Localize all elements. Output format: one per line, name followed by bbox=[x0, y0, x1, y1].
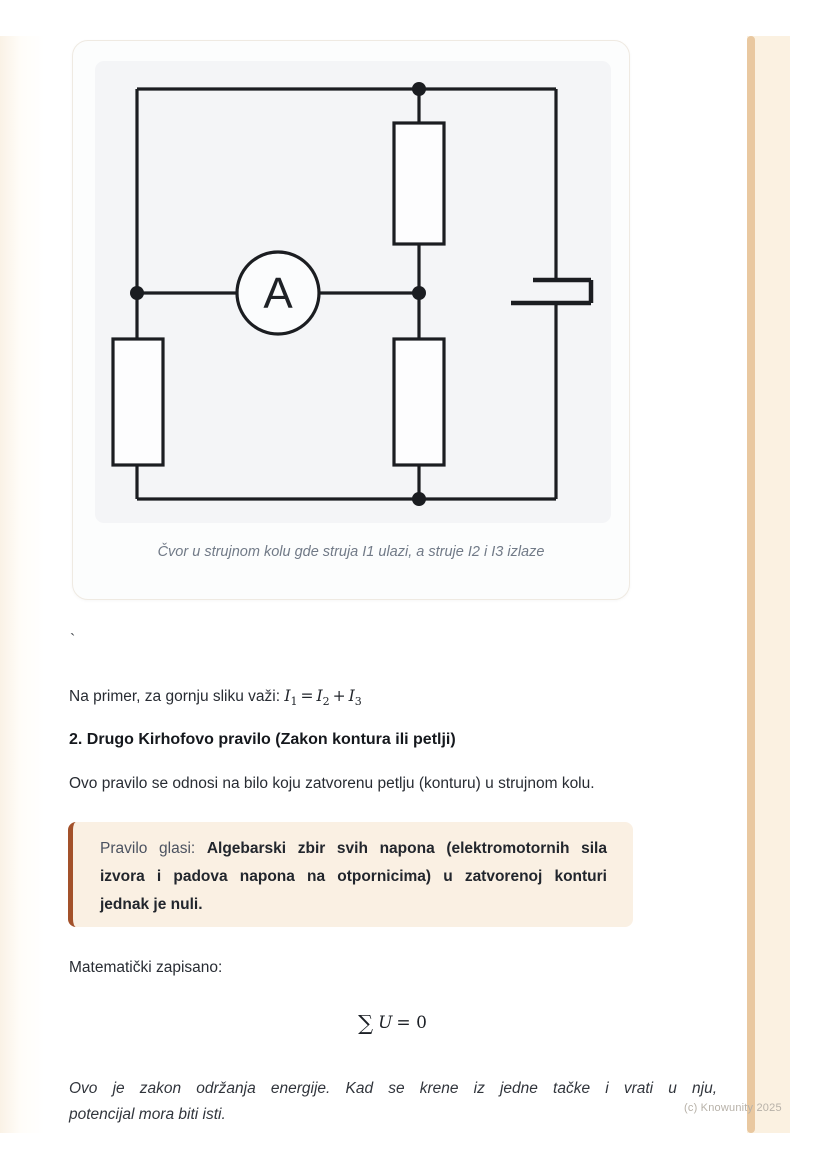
resistor-middle bbox=[394, 339, 444, 465]
energy-line-2: potencijal mora biti isti. bbox=[69, 1106, 226, 1123]
math-intro: Matematički zapisano: bbox=[69, 959, 223, 976]
circuit-panel bbox=[95, 61, 611, 523]
example-text: Na primer, za gornju sliku važi: bbox=[69, 688, 281, 705]
node-middle bbox=[412, 286, 426, 300]
circuit-wires bbox=[137, 89, 556, 499]
figure-card bbox=[72, 40, 630, 600]
callout-bold-1: Algebarski zbir svih napona (elektromotornih sila bbox=[206, 840, 607, 857]
example-statement bbox=[69, 687, 362, 708]
scrollbar-thumb[interactable] bbox=[747, 36, 755, 1133]
formula-variable: U bbox=[378, 1013, 393, 1033]
formula-rhs: = 0 bbox=[396, 1013, 427, 1033]
rule-callout bbox=[68, 822, 633, 927]
ammeter-label: A bbox=[263, 269, 293, 318]
callout-line-2 bbox=[100, 863, 607, 891]
sum-voltage-formula bbox=[69, 1011, 716, 1035]
energy-line-1: Ovo je zakon održanja energije. Kad se krene iz jedne tačke i vrati u nju, bbox=[69, 1080, 717, 1097]
callout-line-3 bbox=[100, 891, 607, 919]
node-current-equation: $I_1 = I_2 + I_3$ bbox=[284, 687, 362, 709]
stray-backtick: ` bbox=[70, 632, 76, 649]
node-top bbox=[412, 82, 426, 96]
ammeter-icon bbox=[237, 252, 319, 334]
page-left-edge bbox=[0, 36, 60, 1133]
figure-caption: Čvor u strujnom kolu gde struja I1 ulazi, a struje I2 i I3 izlaze bbox=[157, 544, 545, 560]
energy-paragraph bbox=[69, 1076, 717, 1128]
callout-bold-2: izvora i padova napona na otpornicima) u zatvorenoj konturi bbox=[100, 868, 607, 885]
section-heading: 2. Drugo Kirhofovo pravilo (Zakon kontura ili petlji) bbox=[69, 731, 456, 748]
callout-lead: Pravilo glasi: bbox=[100, 840, 196, 857]
node-bottom bbox=[412, 492, 426, 506]
resistor-top bbox=[394, 123, 444, 244]
callout-bold-3: jednak je nuli. bbox=[100, 896, 203, 913]
resistor-left bbox=[113, 339, 163, 465]
copyright-watermark: (c) Knowunity 2025 bbox=[684, 1102, 782, 1114]
circuit-diagram bbox=[95, 61, 611, 523]
node-left bbox=[130, 286, 144, 300]
battery-symbol bbox=[511, 280, 591, 303]
callout-line-1 bbox=[100, 835, 607, 863]
sigma-symbol: ∑ bbox=[358, 1011, 374, 1035]
scope-paragraph: Ovo pravilo se odnosi na bilo koju zatvorenu petlju (konturu) u strujnom kolu. bbox=[69, 775, 595, 792]
